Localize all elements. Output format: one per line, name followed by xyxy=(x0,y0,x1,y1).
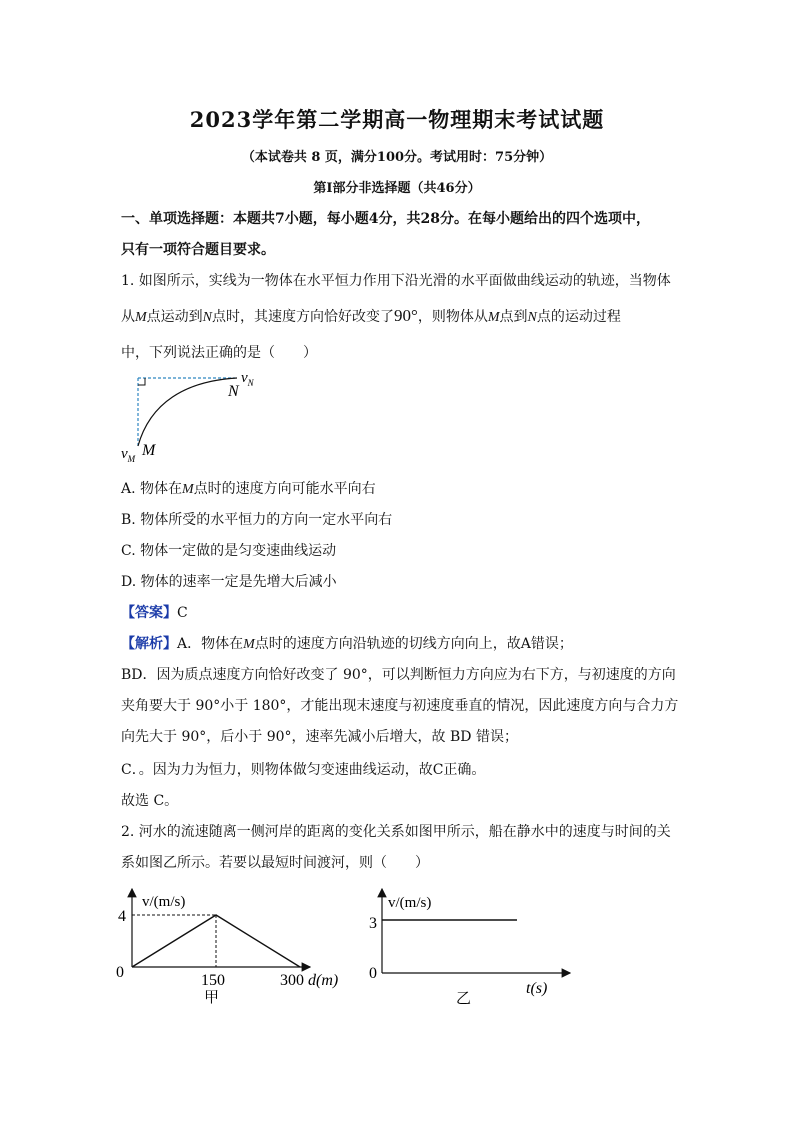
q1-conclusion: 故选 C。 xyxy=(121,793,179,809)
yi-xlabel: t(s) xyxy=(526,980,548,997)
M-label: M xyxy=(142,442,156,459)
q1-analysis-line5: C．。因为力为恒力，则物体做匀变速曲线运动，故C正确。 xyxy=(121,762,486,778)
yi-ytick-3: 3 xyxy=(369,915,377,932)
q1-option-d: D. 物体的速率一定是先增大后减小 xyxy=(121,574,337,590)
trajectory-curve xyxy=(138,378,237,446)
chart-jia xyxy=(110,885,380,1015)
vM-label: $v_M$ xyxy=(121,446,136,464)
q1-stem-line1: 1. 如图所示，实线为一物体在水平恒力作用下沿光滑的水平面做曲线运动的轨迹，当物体 xyxy=(121,273,671,289)
q1-trajectory-figure xyxy=(115,368,275,468)
yi-ylabel: v/(m/s) xyxy=(388,895,432,911)
N-label: N xyxy=(228,383,239,400)
page-title: 2023学年第二学期高一物理期末考试试题 xyxy=(189,107,605,132)
jia-xlabel: d(m) xyxy=(308,972,339,989)
q1-analysis-line2: BD．因为质点速度方向恰好改变了 90°，可以判断恒力方向应为右下方，与初速度的方向 xyxy=(121,667,676,683)
right-angle-marker xyxy=(138,378,145,385)
q1-option-c: C. 物体一定做的是匀变速曲线运动 xyxy=(121,543,337,559)
jia-xtick-300: 300 xyxy=(280,972,304,989)
yi-ytick-0: 0 xyxy=(369,965,377,982)
q1-analysis-line4: 向先大于 90°，后小于 90°，速率先减小后增大，故 BD 错误； xyxy=(121,729,518,745)
q1-stem-line2: 从M点运动到N点时，其速度方向恰好改变了90°，则物体从M点到N点的运动过程 xyxy=(121,306,621,325)
chart-yi xyxy=(360,885,580,1015)
instructions-line2: 只有一项符合题目要求。 xyxy=(121,242,275,258)
instructions-line1: 一、单项选择题：本题共7小题，每小题4分，共28分。在每小题给出的四个选项中， xyxy=(121,211,650,227)
q1-option-b: B. 物体所受的水平恒力的方向一定水平向右 xyxy=(121,512,393,528)
q2-stem-line1: 2. 河水的流速随离一侧河岸的距离的变化关系如图甲所示，船在静水中的速度与时间的关 xyxy=(121,824,671,840)
q1-analysis-line3: 夹角要大于 90°小于 180°，才能出现末速度与初速度垂直的情况，因此速度方向与合力方 xyxy=(121,698,679,714)
jia-xtick-0: 0 xyxy=(116,964,124,981)
jia-ylabel: v/(m/s) xyxy=(142,894,186,910)
q1-option-a: A. 物体在M点时的速度方向可能水平向右 xyxy=(121,481,376,497)
q1-analysis-line1: 【解析】A．物体在M点时的速度方向沿轨迹的切线方向向上，故A错误； xyxy=(121,636,573,652)
yi-caption: 乙 xyxy=(456,991,472,1007)
q2-stem-line2: 系如图乙所示。若要以最短时间渡河，则（ ） xyxy=(121,855,429,871)
jia-caption: 甲 xyxy=(204,990,220,1006)
jia-xtick-150: 150 xyxy=(201,972,225,989)
q1-stem-line3: 中，下列说法正确的是（ ） xyxy=(121,345,317,361)
q1-answer: 【答案】C xyxy=(121,605,188,621)
jia-ytick-4: 4 xyxy=(118,908,126,925)
section-heading: 第Ⅰ部分非选择题（共46分） xyxy=(313,181,481,196)
exam-info: （本试卷共 8 页，满分100分。考试用时：75分钟） xyxy=(241,150,553,165)
vN-label: $v_N$ xyxy=(241,370,254,388)
